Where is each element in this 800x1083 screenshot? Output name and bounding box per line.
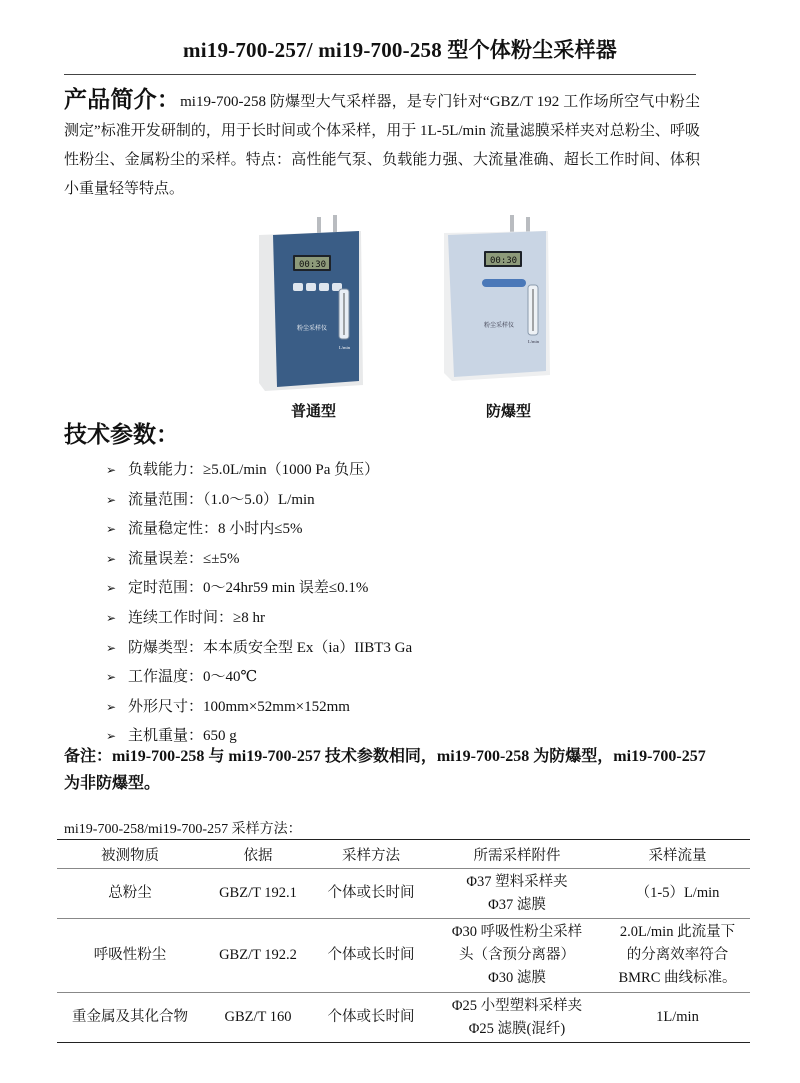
table-cell: 2.0L/min 此流量下 的分离效率符合 BMRC 曲线标准。	[605, 919, 750, 993]
bullet-arrow-icon: ➢	[106, 699, 117, 714]
explosion-proof-caption: 防爆型	[486, 402, 532, 420]
list-item: ➢ 流量范围：（1.0～5.0）L/min	[106, 486, 412, 516]
sampling-method-table	[57, 839, 750, 1043]
explosion-proof-sampler-image	[440, 213, 552, 383]
device-display: 00:30	[299, 260, 327, 270]
column-header: 被测物质	[57, 840, 203, 869]
table-cell: 个体或长时间	[313, 919, 429, 993]
table-row	[57, 869, 750, 919]
intro-text: mi19-700-258 防爆型大气采样器，是专门针对“GBZ/T 192 工作场所空气中粉尘测定”标准开发研制的，用于长时间或个体采样，用于 1L-5L/min 流量滤膜采样夹对总粉尘、呼吸性粉尘、金属粉尘的采样。特点：高性能气泵、负载能力强、大流量准确、超长工作时间、体积小重量轻等特点。	[64, 94, 701, 197]
table-row	[57, 919, 750, 993]
table-cell: 个体或长时间	[313, 869, 429, 919]
column-header: 依据	[203, 840, 313, 869]
list-item: ➢ 外形尺寸：100mm×52mm×152mm	[106, 693, 412, 723]
spec-heading: 技术参数：	[64, 422, 179, 448]
column-header: 所需采样附件	[429, 840, 605, 869]
column-header: 采样流量	[605, 840, 750, 869]
column-header: 采样方法	[313, 840, 429, 869]
list-item: ➢ 连续工作时间：≥8 hr	[106, 604, 412, 634]
table-cell: 重金属及其化合物	[57, 993, 203, 1043]
table-cell: （1-5）L/min	[605, 869, 750, 919]
bullet-arrow-icon: ➢	[106, 551, 117, 566]
list-item: ➢ 负载能力：≥5.0L/min（1000 Pa 负压）	[106, 456, 412, 486]
table-cell: GBZ/T 192.2	[203, 919, 313, 993]
device-unit: L/min	[339, 345, 350, 350]
bullet-arrow-icon: ➢	[106, 463, 117, 477]
table-cell: GBZ/T 160	[203, 993, 313, 1043]
table-cell: Φ25 小型塑料采样夹 Φ25 滤膜(混纤)	[429, 993, 605, 1043]
table-cell: GBZ/T 192.1	[203, 869, 313, 919]
list-item: ➢ 主机重量：650 g	[106, 722, 412, 752]
table-cell: 总粉尘	[57, 869, 203, 919]
spec-list	[106, 456, 412, 752]
table-header-row	[57, 840, 750, 869]
bullet-arrow-icon: ➢	[106, 729, 117, 744]
table-cell: 呼吸性粉尘	[57, 919, 203, 993]
list-item: ➢ 定时范围：0～24hr59 min 误差≤0.1%	[106, 574, 412, 604]
title-divider	[64, 74, 696, 75]
device-label: 粉尘采样仪	[297, 326, 328, 332]
device-display: 00:30	[490, 256, 518, 266]
table-row	[57, 993, 750, 1043]
bullet-arrow-icon: ➢	[106, 640, 117, 655]
list-item: ➢ 防爆类型：本本质安全型 Ex（ia）IIBT3 Ga	[106, 634, 412, 664]
standard-sampler-image	[255, 215, 365, 393]
bullet-arrow-icon: ➢	[106, 670, 117, 685]
list-item: ➢ 流量误差：≤±5%	[106, 545, 412, 575]
table-cell: Φ37 塑料采样夹 Φ37 滤膜	[429, 869, 605, 919]
table-cell: 个体或长时间	[313, 993, 429, 1043]
bullet-arrow-icon: ➢	[106, 610, 117, 625]
bullet-arrow-icon: ➢	[106, 492, 117, 507]
bullet-arrow-icon: ➢	[106, 581, 117, 596]
intro-paragraph	[64, 86, 700, 204]
bullet-arrow-icon: ➢	[106, 522, 117, 537]
table-cell: Φ30 呼吸性粉尘采样 头（含预分离器） Φ30 滤膜	[429, 919, 605, 993]
list-item: ➢ 工作温度：0～40℃	[106, 663, 412, 693]
table-caption: mi19-700-258/mi19-700-257 采样方法：	[64, 822, 302, 837]
device-unit: L/min	[528, 339, 539, 344]
intro-heading: 产品简介：	[64, 87, 181, 113]
page-title: mi19-700-257/ mi19-700-258 型个体粉尘采样器	[183, 38, 617, 62]
remark-note: 备注：mi19-700-258 与 mi19-700-257 技术参数相同，mi19-700-258 为防爆型，mi19-700-257 为非防爆型。	[64, 748, 706, 792]
standard-caption: 普通型	[291, 402, 337, 420]
table-cell: 1L/min	[605, 993, 750, 1043]
device-label: 粉尘采样仪	[484, 323, 515, 329]
list-item: ➢ 流量稳定性：8 小时内≤5%	[106, 515, 412, 545]
